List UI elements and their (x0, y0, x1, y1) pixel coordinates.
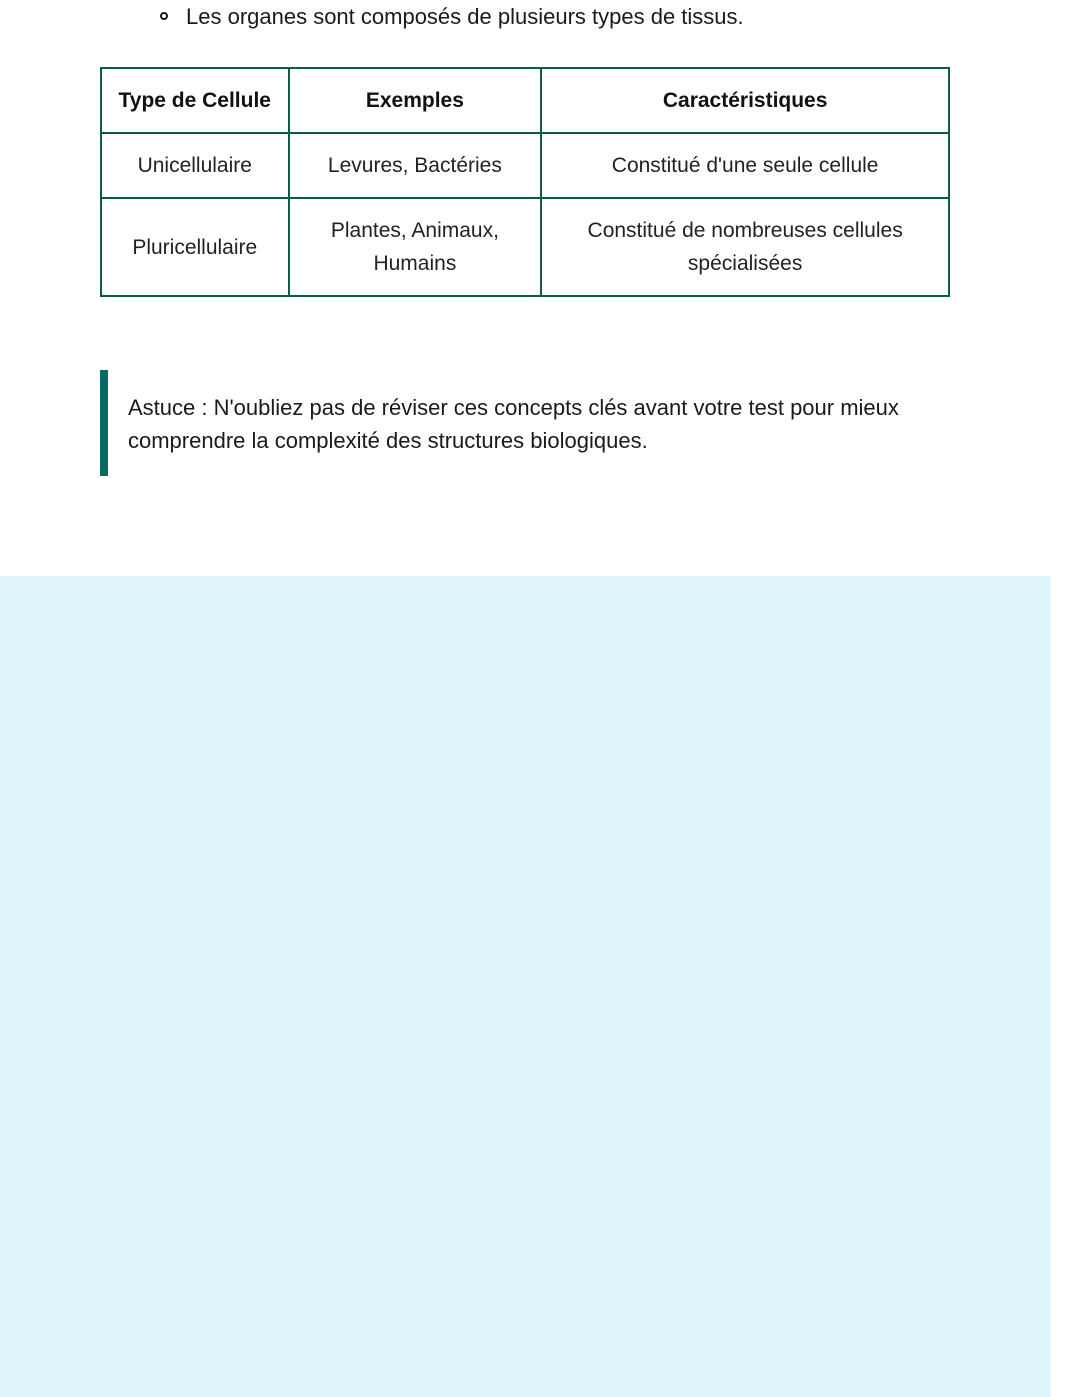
bullet-list (160, 2, 744, 32)
tip-text: Astuce : N'oubliez pas de réviser ces concepts clés avant votre test pour mieux comprendre la complexité des structures biologiques. (128, 395, 899, 453)
table-row (101, 198, 949, 296)
column-header-type: Type de Cellule (101, 68, 289, 133)
content-area (0, 0, 1051, 576)
bullet-circle-icon (160, 12, 168, 20)
column-header-examples: Exemples (289, 68, 542, 133)
table-row (101, 133, 949, 198)
lower-panel (0, 576, 1051, 1397)
table-cell: Constitué d'une seule cellule (541, 133, 949, 198)
table-cell: Pluricellulaire (101, 198, 289, 296)
cell-types-table (100, 67, 950, 297)
column-header-characteristics: Caractéristiques (541, 68, 949, 133)
table-header-row (101, 68, 949, 133)
table-cell: Constitué de nombreuses cellules spécialisées (541, 198, 949, 296)
tip-callout (100, 370, 920, 476)
list-item (160, 2, 744, 32)
table-cell: Unicellulaire (101, 133, 289, 198)
table-cell: Plantes, Animaux, Humains (289, 198, 542, 296)
list-item-text: Les organes sont composés de plusieurs types de tissus. (186, 4, 744, 29)
table-cell: Levures, Bactéries (289, 133, 542, 198)
